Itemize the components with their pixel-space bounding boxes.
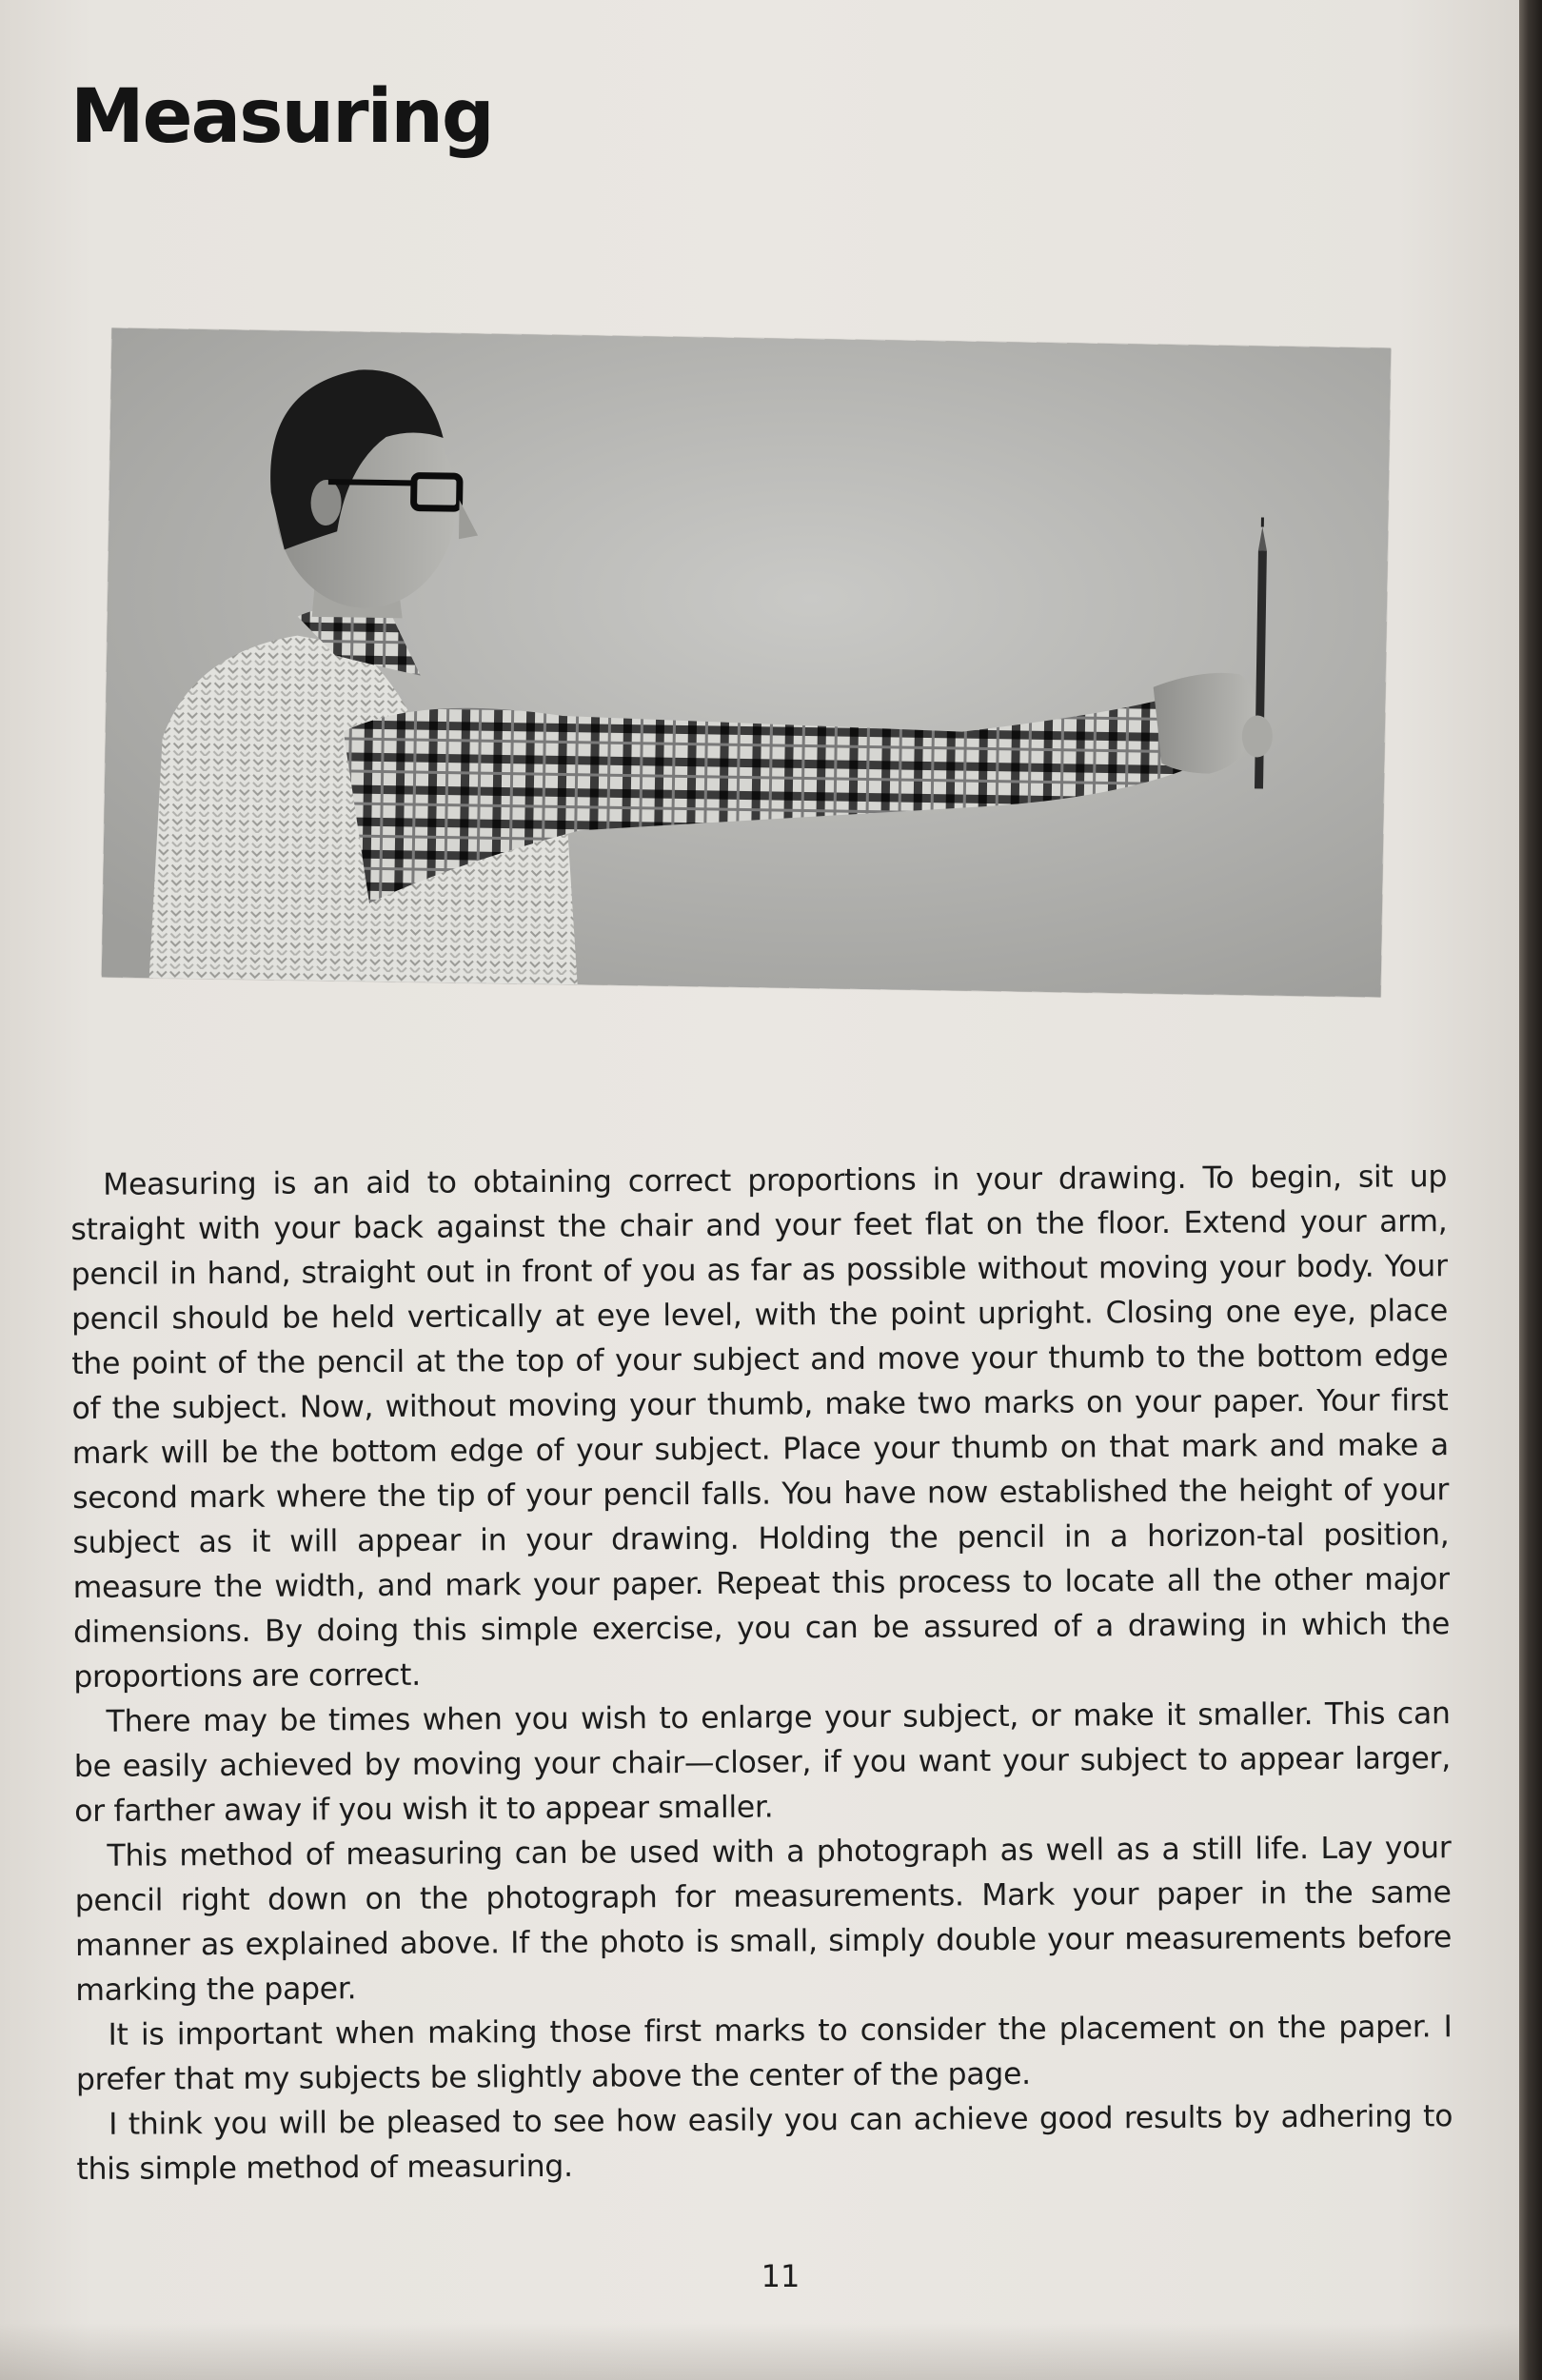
paragraph-placement: It is important when making those first marks to consider the placement on the paper. I prefer that my subjects be slightly above the center of the page. xyxy=(75,2010,1453,2097)
paragraph-measuring-intro: Measuring is an aid to obtaining correct proportions in your drawing. To begin, sit up straight with your back against the chair and your feet flat on the floor. Extend your arm, pencil in hand, straight out in front of you as far as possible without moving your body. Your pencil should be held vertically at eye level, with the point upright. Closing one eye, place the point of the pencil at the top of your subject and move your thumb to the bottom edge of the subject. Now, without moving your thumb, make two marks on your paper. Your first mark will be the bottom edge of your subject. Place your thumb on that mark and make a second mark where the tip of your pencil falls. You have now established the height of your subject as it will appear in your drawing. Holding the pencil in a horizon-tal position, measure the width, and mark your paper. Repeat this process to locate all the other major dimensions. By doing this simple exercise, you can be assured of a drawing in which the proportions are correct. xyxy=(70,1160,1451,1695)
page-number: 11 xyxy=(761,2258,801,2294)
paragraph-photograph-method: This method of measuring can be used with a photograph as well as a still life. Lay your pencil right down on the photograph for measurements. Mark your paper in the same manner as explained above. If the photo is small, simply double your measurements before marking the paper. xyxy=(74,1831,1453,2008)
page-shadow xyxy=(0,2323,1519,2380)
paragraph-enlarge-subject: There may be times when you wish to enlarge your subject, or make it smaller. This can be easily achieved by moving your chair—closer, if you want your subject to appear larger, or farther away if you wish it to appear smaller. xyxy=(73,1696,1451,1829)
paragraph-conclusion: I think you will be pleased to see how easily you can achieve good results by adhering to this simple method of measuring. xyxy=(76,2099,1453,2187)
photo-illustration xyxy=(102,327,1392,997)
body-text xyxy=(70,1155,1453,2192)
book-spine-edge xyxy=(1519,0,1542,2380)
page-title: Measuring xyxy=(70,74,493,160)
man-holding-pencil-at-arms-length-photo xyxy=(102,327,1392,997)
